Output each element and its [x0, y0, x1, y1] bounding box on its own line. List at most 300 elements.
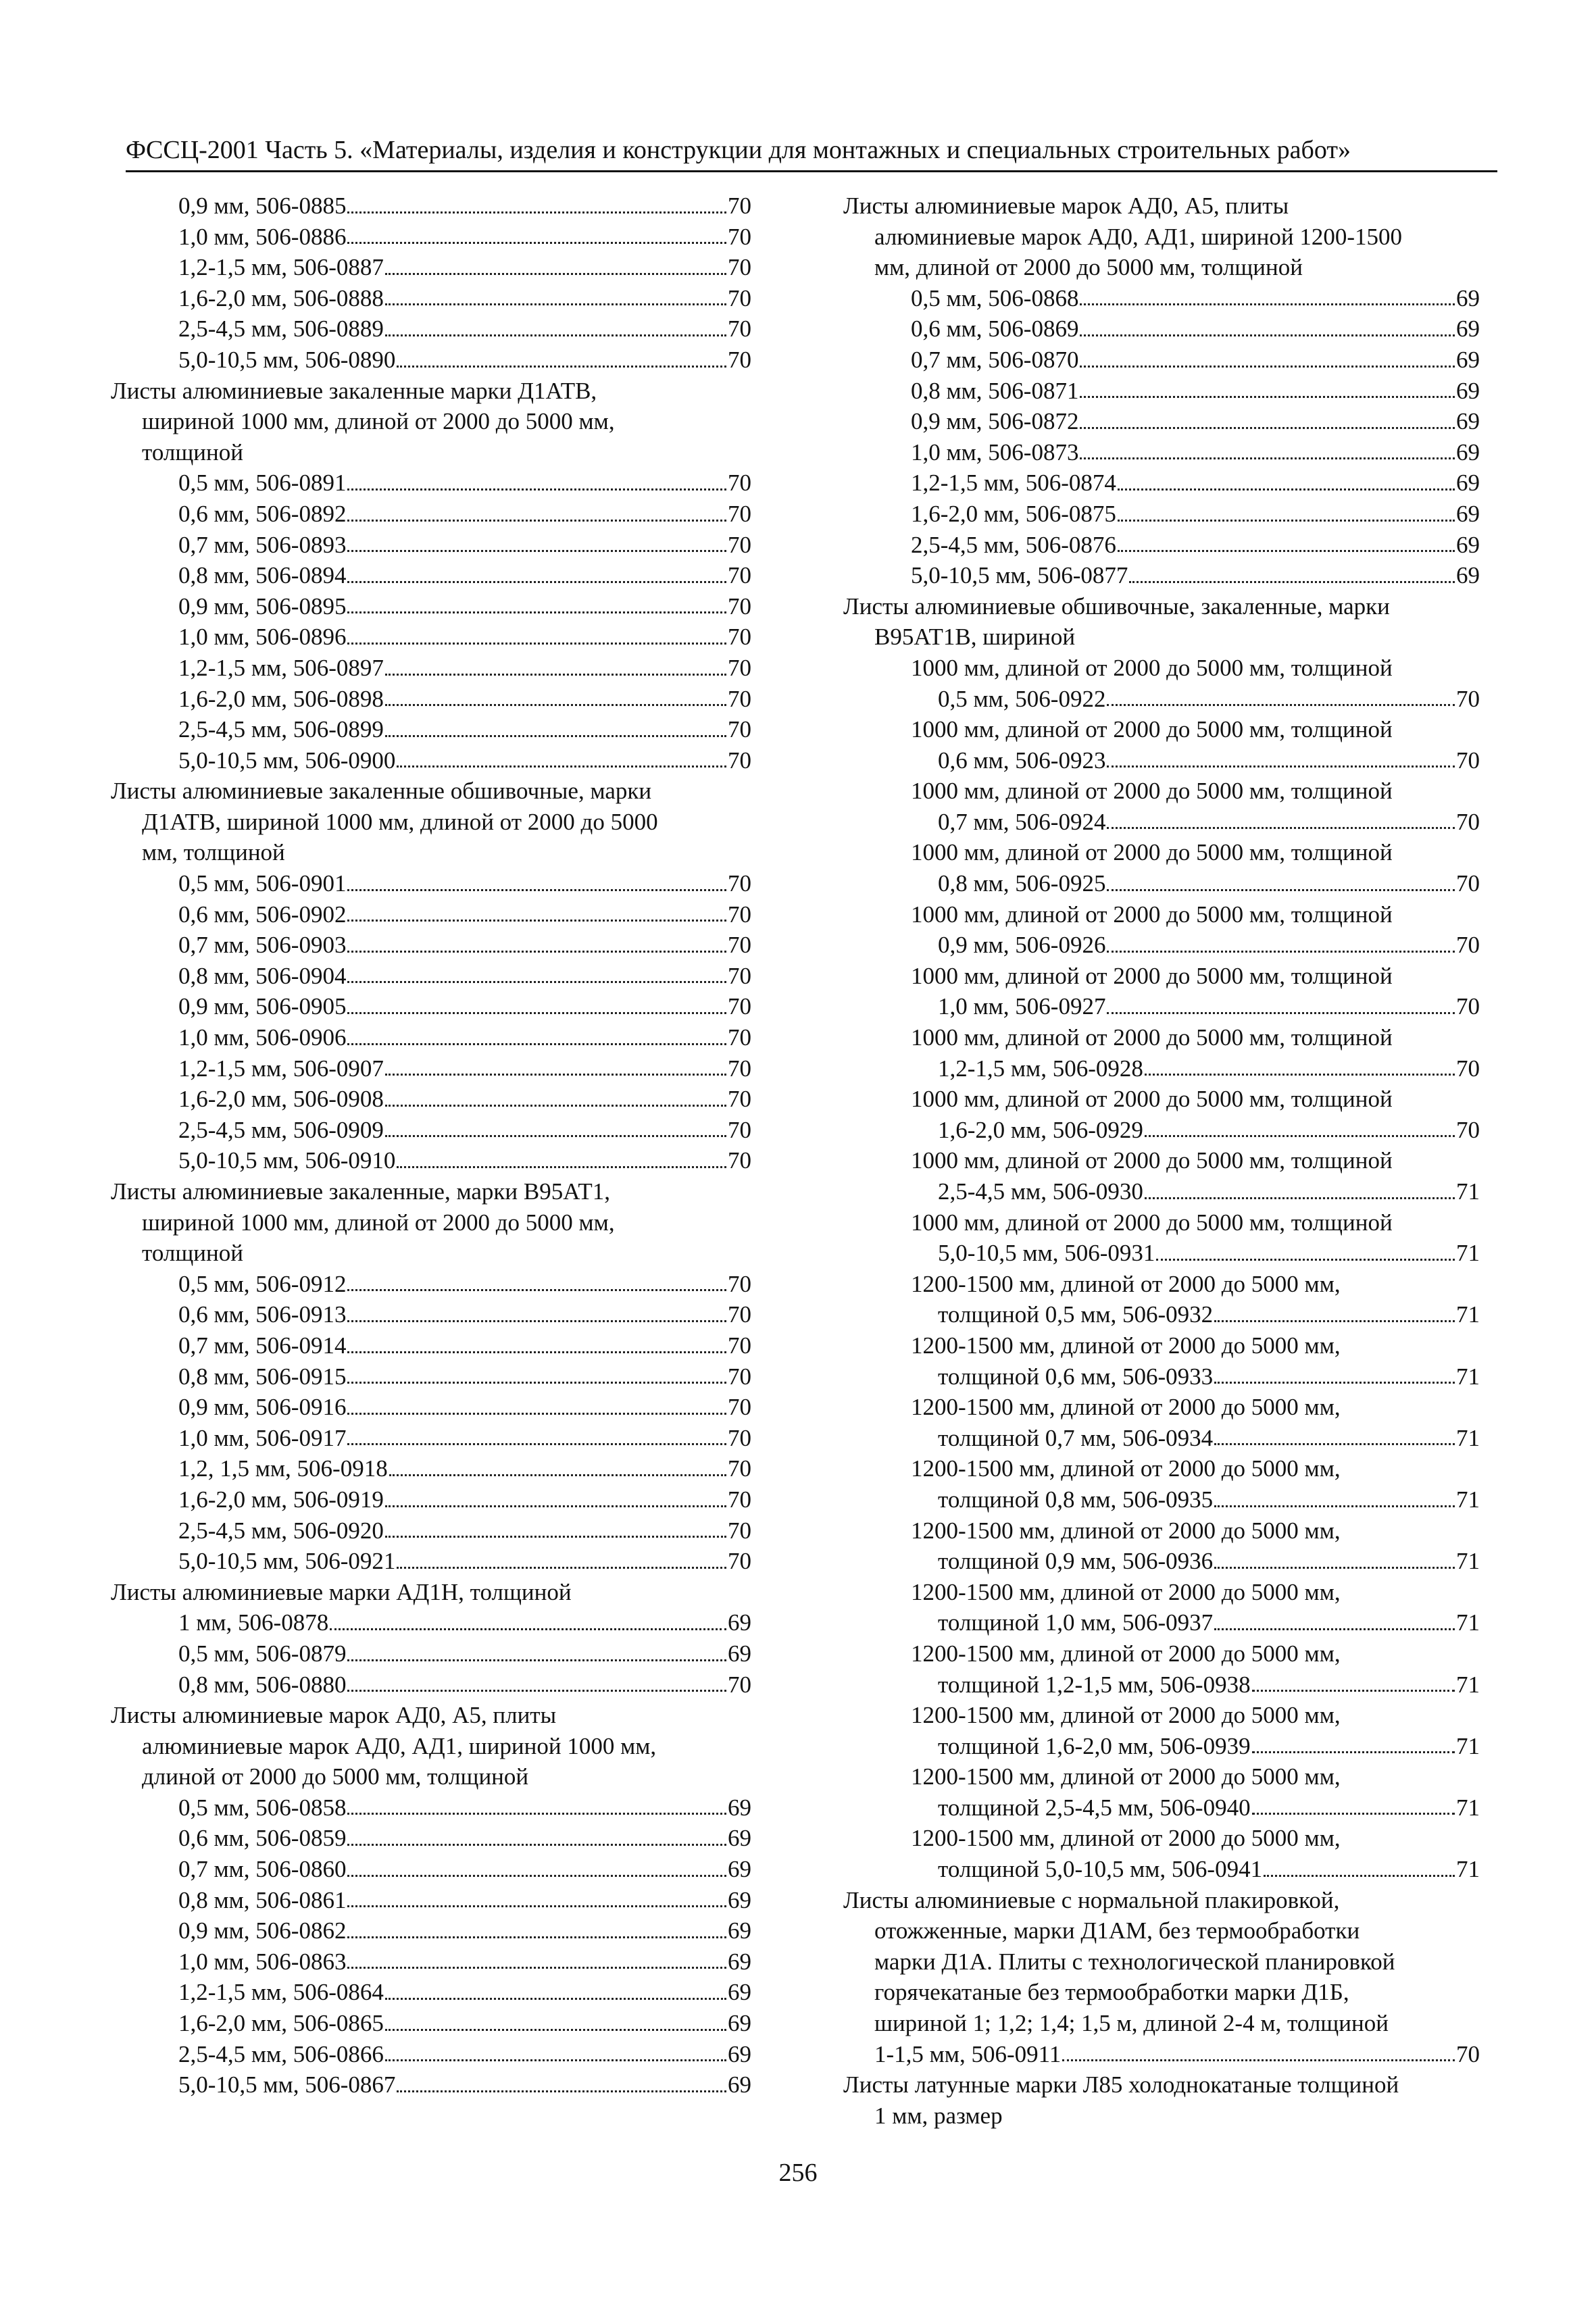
- entry-page-number: 70: [728, 316, 751, 343]
- entry-label: 0,7 мм, 506-0914: [178, 1332, 347, 1359]
- entry-page-number: 71: [1456, 1486, 1480, 1513]
- entry-label: 0,6 мм, 506-0902: [178, 901, 347, 928]
- entry-label: 0,8 мм, 506-0904: [178, 962, 347, 989]
- dot-leader: [385, 1105, 726, 1107]
- entry-page-number: 70: [728, 1455, 751, 1482]
- index-entry: [111, 591, 751, 622]
- entry-page-number: 70: [728, 254, 751, 281]
- dot-leader: [385, 273, 726, 275]
- entry-label: 2,5-4,5 мм, 506-0930: [938, 1178, 1143, 1205]
- dot-leader: [1107, 765, 1455, 768]
- dot-leader: [385, 1074, 726, 1076]
- index-entry: [111, 1638, 751, 1669]
- dot-leader: [385, 2029, 726, 2031]
- dot-leader: [347, 488, 726, 491]
- dot-leader: [1145, 1197, 1455, 1199]
- entry-label: 0,9 мм, 506-0895: [178, 593, 347, 620]
- dot-leader: [1214, 1320, 1455, 1322]
- index-entry: [843, 313, 1480, 345]
- dot-leader: [347, 889, 726, 891]
- dot-leader: [1214, 1567, 1455, 1569]
- entry-heading-line: Листы алюминиевые марки АД1Н, толщиной: [111, 1578, 572, 1605]
- entry-heading-line: 1000 мм, длиной от 2000 до 5000 мм, толщиной: [911, 778, 1393, 805]
- dot-leader: [347, 920, 726, 922]
- entry-label: 0,6 мм, 506-0892: [178, 500, 347, 527]
- entry-page-number: 70: [728, 1024, 751, 1051]
- entry-label: 5,0-10,5 мм, 506-0921: [178, 1548, 396, 1575]
- entry-label: 0,8 мм, 506-0861: [178, 1886, 347, 1913]
- entry-page-number: 71: [1456, 1856, 1480, 1883]
- entry-page-number: 69: [1456, 316, 1480, 343]
- entry-page-number: 69: [1456, 470, 1480, 497]
- dot-leader: [347, 242, 726, 244]
- entry-label: 5,0-10,5 мм, 506-0910: [178, 1147, 396, 1174]
- entry-heading-line: В95АТ1В, шириной: [874, 624, 1076, 651]
- dot-leader: [1107, 1012, 1455, 1014]
- index-entry: [111, 1915, 751, 1946]
- entry-label: толщиной 0,7 мм, 506-0934: [938, 1424, 1214, 1451]
- entry-label: 0,6 мм, 506-0869: [911, 316, 1079, 343]
- entry-label: 5,0-10,5 мм, 506-0900: [178, 747, 396, 774]
- entry-label: 2,5-4,5 мм, 506-0909: [178, 1116, 384, 1143]
- dot-leader: [1214, 1443, 1455, 1445]
- entry-label: 0,9 мм, 506-0872: [911, 408, 1079, 435]
- index-entry: [111, 930, 751, 961]
- index-entry: [843, 345, 1480, 376]
- entry-label: 1,2-1,5 мм, 506-0928: [938, 1055, 1143, 1082]
- entry-label: 1,6-2,0 мм, 506-0929: [938, 1116, 1143, 1143]
- entry-label: 0,7 мм, 506-0893: [178, 531, 347, 558]
- dot-leader: [347, 550, 726, 552]
- entry-label: толщиной 5,0-10,5 мм, 506-0941: [938, 1856, 1263, 1883]
- entry-label: толщиной 0,8 мм, 506-0935: [938, 1486, 1214, 1513]
- dot-leader: [347, 211, 726, 213]
- entry-heading-line: 1000 мм, длиной от 2000 до 5000 мм, толщиной: [911, 1024, 1393, 1051]
- index-entry: [111, 1946, 751, 1978]
- entry-page-number: 70: [728, 1394, 751, 1421]
- dot-leader: [397, 2090, 726, 2092]
- dot-leader: [385, 674, 726, 676]
- entry-page-number: 70: [728, 593, 751, 620]
- index-entry: [843, 745, 1480, 776]
- entry-page-number: 70: [1456, 1116, 1480, 1143]
- entry-label: 0,8 мм, 506-0880: [178, 1671, 347, 1698]
- index-entry: [111, 1484, 751, 1515]
- entry-label: 0,7 мм, 506-0860: [178, 1856, 347, 1883]
- index-entry: [111, 1823, 751, 1854]
- dot-leader: [385, 334, 726, 336]
- index-entry: [843, 1484, 1480, 1515]
- entry-label: 0,9 мм, 506-0926: [938, 932, 1106, 959]
- dot-leader: [1118, 550, 1455, 552]
- entry-label: 0,5 мм, 506-0922: [938, 685, 1106, 712]
- index-entry: [843, 1299, 1480, 1330]
- entry-page-number: 70: [728, 470, 751, 497]
- entry-page-number: 69: [728, 1886, 751, 1913]
- entry-label: 5,0-10,5 мм, 506-0877: [911, 562, 1128, 589]
- index-entry: [843, 807, 1480, 838]
- dot-leader: [347, 1659, 726, 1661]
- entry-heading-line: толщиной: [142, 1240, 243, 1267]
- entry-page-number: 70: [728, 993, 751, 1020]
- entry-page-number: 70: [728, 654, 751, 681]
- dot-leader: [347, 643, 726, 645]
- index-entry: [843, 1423, 1480, 1454]
- dot-leader: [1214, 1628, 1455, 1630]
- entry-heading-line: 1200-1500 мм, длиной от 2000 до 5000 мм,: [911, 1517, 1341, 1544]
- entry-label: 1,0 мм, 506-0927: [938, 993, 1106, 1020]
- index-entry: [843, 930, 1480, 961]
- index-entry: [111, 283, 751, 314]
- entry-page-number: 70: [728, 1671, 751, 1698]
- index-entry: [111, 252, 751, 283]
- entry-label: 0,5 мм, 506-0901: [178, 870, 347, 897]
- entry-page-number: 71: [1456, 1178, 1480, 1205]
- dot-leader: [347, 1320, 726, 1322]
- entry-label: 0,7 мм, 506-0870: [911, 346, 1079, 373]
- index-entry: [843, 1115, 1480, 1146]
- entry-heading-line: шириной 1; 1,2; 1,4; 1,5 м, длиной 2-4 м, толщиной: [874, 2010, 1389, 2037]
- dot-leader: [385, 1998, 726, 2000]
- index-entry: [843, 376, 1480, 407]
- dot-leader: [1107, 951, 1455, 953]
- entry-label: 0,5 мм, 506-0879: [178, 1640, 347, 1667]
- dot-leader: [347, 581, 726, 583]
- entry-heading-line: 1200-1500 мм, длиной от 2000 до 5000 мм,: [911, 1702, 1341, 1729]
- entry-page-number: 70: [1456, 2040, 1480, 2067]
- entry-page-number: 69: [728, 1640, 751, 1667]
- index-entry: [111, 1977, 751, 2008]
- entry-page-number: 69: [1456, 531, 1480, 558]
- dot-leader: [347, 981, 726, 983]
- entry-heading-line: 1200-1500 мм, длиной от 2000 до 5000 мм,: [911, 1270, 1341, 1297]
- entry-heading-line: толщиной: [142, 438, 243, 466]
- entry-label: 0,8 мм, 506-0915: [178, 1363, 347, 1390]
- entry-page-number: 70: [1456, 747, 1480, 774]
- index-entry: [111, 1453, 751, 1484]
- page-header: ФССЦ-2001 Часть 5. «Материалы, изделия и конструкции для монтажных и специальных строительных работ»: [126, 136, 1351, 164]
- index-entry: [111, 1885, 751, 1916]
- entry-label: 1,2-1,5 мм, 506-0887: [178, 254, 384, 281]
- entry-page-number: 69: [728, 2010, 751, 2037]
- entry-page-number: 69: [1456, 377, 1480, 404]
- index-entry: [111, 1361, 751, 1392]
- entry-heading-line: Листы алюминиевые обшивочные, закаленные, марки: [843, 593, 1390, 620]
- entry-label: 5,0-10,5 мм, 506-0867: [178, 2071, 396, 2098]
- dot-leader: [1264, 1875, 1455, 1877]
- entry-label: 0,6 мм, 506-0859: [178, 1825, 347, 1852]
- entry-label: толщиной 0,5 мм, 506-0932: [938, 1301, 1214, 1328]
- index-entry: [111, 622, 751, 653]
- entry-page-number: 71: [1456, 1548, 1480, 1575]
- index-entry: [111, 345, 751, 376]
- index-entry: [111, 868, 751, 899]
- entry-page-number: 70: [728, 747, 751, 774]
- entry-heading-line: Листы алюминиевые марок АД0, А5, плиты: [843, 193, 1289, 219]
- entry-page-number: 70: [728, 562, 751, 589]
- dot-leader: [347, 1289, 726, 1291]
- entry-heading-line: 1200-1500 мм, длиной от 2000 до 5000 мм,: [911, 1640, 1341, 1667]
- dot-leader: [347, 520, 726, 522]
- entry-page-number: 70: [728, 284, 751, 311]
- index-entry: [843, 1176, 1480, 1207]
- dot-leader: [330, 1628, 726, 1630]
- entry-page-number: 69: [728, 1825, 751, 1852]
- entry-label: 0,7 мм, 506-0924: [938, 808, 1106, 835]
- entry-page-number: 69: [1456, 562, 1480, 589]
- entry-page-number: 70: [1456, 932, 1480, 959]
- entry-page-number: 70: [728, 624, 751, 651]
- entry-page-number: 70: [728, 932, 751, 959]
- index-entry: [111, 991, 751, 1022]
- entry-heading-line: 1000 мм, длиной от 2000 до 5000 мм, толщиной: [911, 1209, 1393, 1236]
- entry-page-number: 70: [728, 870, 751, 897]
- dot-leader: [347, 1443, 726, 1445]
- index-entry: [111, 1145, 751, 1176]
- entry-label: 1,2, 1,5 мм, 506-0918: [178, 1455, 388, 1482]
- index-entry: [843, 437, 1480, 468]
- dot-leader: [397, 1166, 726, 1168]
- entry-label: 1,6-2,0 мм, 506-0865: [178, 2010, 384, 2037]
- entry-page-number: 71: [1456, 1363, 1480, 1390]
- dot-leader: [347, 1690, 726, 1692]
- dot-leader: [1118, 488, 1455, 491]
- index-entry: [111, 745, 751, 776]
- entry-label: толщиной 1,6-2,0 мм, 506-0939: [938, 1732, 1251, 1759]
- index-entry: [111, 1546, 751, 1577]
- entry-heading-line: 1000 мм, длиной от 2000 до 5000 мм, толщиной: [911, 654, 1393, 681]
- entry-page-number: 71: [1456, 1609, 1480, 1636]
- entry-heading-line: шириной 1000 мм, длиной от 2000 до 5000 мм,: [142, 408, 615, 435]
- dot-leader: [1080, 396, 1455, 398]
- entry-label: 1,6-2,0 мм, 506-0908: [178, 1086, 384, 1113]
- dot-leader: [1145, 1074, 1455, 1076]
- entry-page-number: 70: [728, 1332, 751, 1359]
- dot-leader: [385, 2059, 726, 2061]
- entry-label: 1,2-1,5 мм, 506-0864: [178, 1979, 384, 2006]
- dot-leader: [1107, 827, 1455, 829]
- dot-leader: [385, 704, 726, 706]
- entry-heading-line: Листы алюминиевые закаленные обшивочные, марки: [111, 778, 652, 805]
- entry-page-number: 69: [728, 2040, 751, 2067]
- entry-label: 0,8 мм, 506-0871: [911, 377, 1079, 404]
- entry-label: 0,7 мм, 506-0903: [178, 932, 347, 959]
- entry-page-number: 69: [728, 1794, 751, 1821]
- index-entry: [843, 406, 1480, 437]
- index-entry: [111, 1330, 751, 1361]
- entry-page-number: 71: [1456, 1671, 1480, 1698]
- index-entry: [111, 468, 751, 499]
- dot-leader: [347, 1813, 726, 1815]
- entry-heading-line: 1000 мм, длиной от 2000 до 5000 мм, толщиной: [911, 716, 1393, 743]
- entry-heading-line: Листы алюминиевые закаленные марки Д1АТВ,: [111, 377, 597, 404]
- entry-label: 1,0 мм, 506-0906: [178, 1024, 347, 1051]
- entry-heading-line: алюминиевые марок АД0, АД1, шириной 1200-1500: [874, 223, 1402, 250]
- entry-page-number: 70: [728, 901, 751, 928]
- entry-heading-line: 1200-1500 мм, длиной от 2000 до 5000 мм,: [911, 1578, 1341, 1605]
- index-entry: [843, 1669, 1480, 1701]
- entry-heading-line: 1200-1500 мм, длиной от 2000 до 5000 мм,: [911, 1825, 1341, 1852]
- index-entry: [111, 2008, 751, 2039]
- entry-page-number: 70: [1456, 1055, 1480, 1082]
- dot-leader: [347, 951, 726, 953]
- dot-leader: [1252, 1813, 1455, 1815]
- index-entry: [111, 684, 751, 715]
- index-entry: [111, 1269, 751, 1300]
- index-entry: [843, 1731, 1480, 1762]
- dot-leader: [347, 1844, 726, 1846]
- entry-page-number: 69: [728, 1948, 751, 1975]
- index-entry: [843, 1361, 1480, 1392]
- index-entry: [111, 1854, 751, 1885]
- index-entry: [843, 530, 1480, 561]
- entry-page-number: 71: [1456, 1424, 1480, 1451]
- entry-page-number: 69: [728, 1609, 751, 1636]
- entry-heading-line: мм, толщиной: [142, 839, 285, 866]
- entry-heading-line: 1000 мм, длиной от 2000 до 5000 мм, толщиной: [911, 839, 1393, 866]
- entry-heading-line: 1000 мм, длиной от 2000 до 5000 мм, толщиной: [911, 962, 1393, 989]
- entry-heading-line: 1000 мм, длиной от 2000 до 5000 мм, толщиной: [911, 901, 1393, 928]
- entry-label: 0,5 мм, 506-0891: [178, 470, 347, 497]
- dot-leader: [347, 1043, 726, 1045]
- entry-label: 2,5-4,5 мм, 506-0889: [178, 316, 384, 343]
- index-entry: [843, 1607, 1480, 1638]
- index-entry: [111, 222, 751, 253]
- dot-leader: [1080, 427, 1455, 429]
- entry-label: 5,0-10,5 мм, 506-0931: [938, 1240, 1155, 1267]
- entry-page-number: 70: [728, 1363, 751, 1390]
- entry-label: 5,0-10,5 мм, 506-0890: [178, 346, 396, 373]
- entry-page-number: 70: [728, 1270, 751, 1297]
- index-entry: [111, 1115, 751, 1146]
- entry-page-number: 70: [728, 1424, 751, 1451]
- dot-leader: [347, 1875, 726, 1877]
- index-entry: [843, 991, 1480, 1022]
- entry-page-number: 69: [728, 1917, 751, 1944]
- entry-label: 1,0 мм, 506-0896: [178, 624, 347, 651]
- entry-label: 1,6-2,0 мм, 506-0875: [911, 500, 1116, 527]
- entry-label: 0,9 мм, 506-0905: [178, 993, 347, 1020]
- entry-heading-line: Листы алюминиевые с нормальной плакировкой,: [843, 1886, 1340, 1913]
- index-entry: [111, 1607, 751, 1638]
- entry-label: 1,6-2,0 мм, 506-0888: [178, 284, 384, 311]
- dot-leader: [1080, 457, 1455, 459]
- entry-page-number: 70: [728, 1086, 751, 1113]
- entry-page-number: 70: [728, 1301, 751, 1328]
- dot-leader: [1252, 1751, 1455, 1753]
- entry-heading-line: мм, длиной от 2000 до 5000 мм, толщиной: [874, 254, 1303, 281]
- index-entry: [111, 1792, 751, 1823]
- index-entry: [111, 1392, 751, 1423]
- dot-leader: [397, 765, 726, 768]
- dot-leader: [385, 735, 726, 737]
- entry-label: 1,6-2,0 мм, 506-0919: [178, 1486, 384, 1513]
- entry-page-number: 70: [728, 1548, 751, 1575]
- entry-label: 1,0 мм, 506-0863: [178, 1948, 347, 1975]
- entry-page-number: 70: [728, 1116, 751, 1143]
- entry-heading-line: алюминиевые марок АД0, АД1, шириной 1000 мм,: [142, 1732, 657, 1759]
- entry-label: 1,6-2,0 мм, 506-0898: [178, 685, 384, 712]
- entry-heading-line: Д1АТВ, шириной 1000 мм, длиной от 2000 до 5000: [142, 808, 658, 835]
- entry-page-number: 71: [1456, 1732, 1480, 1759]
- entry-page-number: 70: [728, 531, 751, 558]
- entry-page-number: 70: [728, 193, 751, 219]
- entry-label: 2,5-4,5 мм, 506-0899: [178, 716, 384, 743]
- dot-leader: [1107, 704, 1455, 706]
- entry-label: 2,5-4,5 мм, 506-0866: [178, 2040, 384, 2067]
- entry-page-number: 70: [728, 962, 751, 989]
- dot-leader: [347, 1936, 726, 1938]
- index-entry: [843, 1854, 1480, 1885]
- dot-leader: [1252, 1690, 1455, 1692]
- index-entry: [843, 1238, 1480, 1269]
- index-entry: [111, 2069, 751, 2101]
- index-entry: [111, 2039, 751, 2070]
- entry-page-number: 69: [1456, 284, 1480, 311]
- index-entry: [111, 191, 751, 222]
- entry-label: 0,5 мм, 506-0912: [178, 1270, 347, 1297]
- dot-leader: [1107, 889, 1455, 891]
- index-entry: [843, 1053, 1480, 1084]
- entry-label: 1,2-1,5 мм, 506-0907: [178, 1055, 384, 1082]
- entry-label: толщиной 1,2-1,5 мм, 506-0938: [938, 1671, 1251, 1698]
- dot-leader: [1062, 2059, 1455, 2061]
- index-entry: [111, 530, 751, 561]
- right-column: [843, 191, 1480, 2131]
- index-entry: [843, 499, 1480, 530]
- entry-heading-line: марки Д1А. Плиты с технологической планировкой: [874, 1948, 1395, 1975]
- entry-label: толщиной 1,0 мм, 506-0937: [938, 1609, 1214, 1636]
- entry-page-number: 70: [728, 716, 751, 743]
- entry-label: 1 мм, 506-0878: [178, 1609, 329, 1636]
- page-number: 256: [778, 2159, 818, 2187]
- entry-page-number: 70: [728, 1055, 751, 1082]
- entry-page-number: 71: [1456, 1240, 1480, 1267]
- dot-leader: [397, 1567, 726, 1569]
- dot-leader: [1145, 1135, 1455, 1137]
- entry-heading-line: отожженные, марки Д1АМ, без термообработки: [874, 1917, 1360, 1944]
- entry-page-number: 69: [728, 1979, 751, 2006]
- entry-page-number: 71: [1456, 1301, 1480, 1328]
- entry-label: 0,5 мм, 506-0858: [178, 1794, 347, 1821]
- entry-heading-line: Листы латунные марки Л85 холоднокатаные толщиной: [843, 2071, 1399, 2098]
- dot-leader: [347, 1967, 726, 1969]
- entry-page-number: 69: [728, 2071, 751, 2098]
- entry-page-number: 70: [1456, 685, 1480, 712]
- dot-leader: [347, 1905, 726, 1907]
- entry-heading-line: 1200-1500 мм, длиной от 2000 до 5000 мм,: [911, 1394, 1341, 1421]
- entry-label: 1,0 мм, 506-0917: [178, 1424, 347, 1451]
- entry-page-number: 70: [728, 500, 751, 527]
- entry-page-number: 69: [1456, 438, 1480, 466]
- index-entry: [111, 1423, 751, 1454]
- entry-label: 1-1,5 мм, 506-0911: [874, 2040, 1062, 2067]
- entry-label: 2,5-4,5 мм, 506-0920: [178, 1517, 384, 1544]
- entry-page-number: 70: [728, 685, 751, 712]
- left-column: [111, 191, 751, 2101]
- index-entry: [111, 653, 751, 684]
- entry-label: 1,0 мм, 506-0873: [911, 438, 1079, 466]
- entry-heading-line: 1 мм, размер: [874, 2102, 1003, 2129]
- dot-leader: [385, 1536, 726, 1538]
- index-entry: [111, 1053, 751, 1084]
- entry-label: 1,2-1,5 мм, 506-0897: [178, 654, 384, 681]
- entry-label: 0,9 мм, 506-0916: [178, 1394, 347, 1421]
- entry-heading-line: горячекатаные без термообработки марки Д1Б,: [874, 1979, 1349, 2006]
- dot-leader: [385, 1135, 726, 1137]
- entry-label: 0,8 мм, 506-0894: [178, 562, 347, 589]
- dot-leader: [1156, 1259, 1455, 1261]
